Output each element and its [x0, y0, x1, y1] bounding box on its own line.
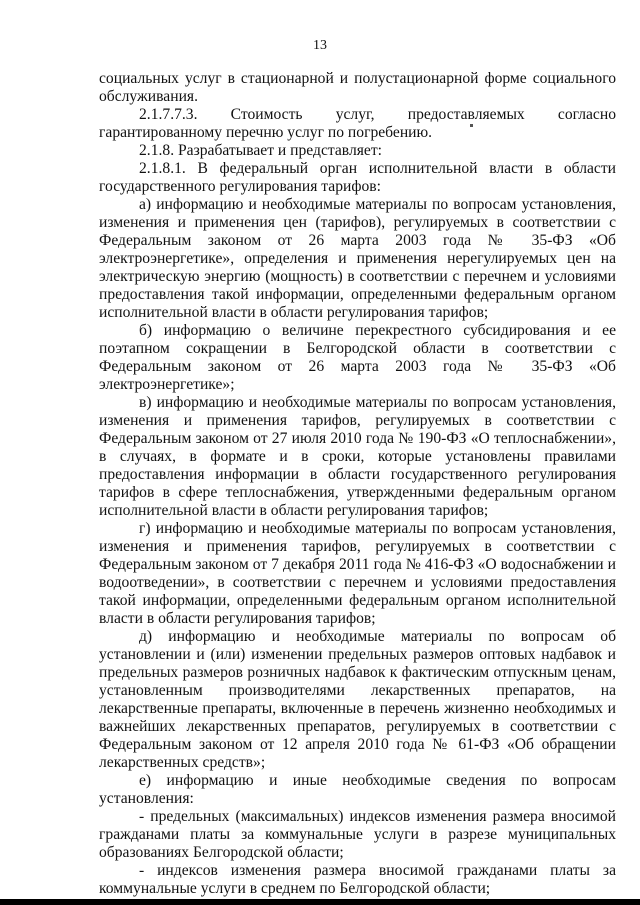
paragraph-2-1-8: 2.1.8. Разрабатывает и представляет:	[139, 142, 382, 159]
paragraph-item-e: е) информацию и иные необходимые сведения по вопросам установления:	[99, 772, 616, 807]
paragraph-dash-1: - предельных (максимальных) индексов изменения размера вносимой гражданами платы за коммунальные услуги в разрезе муниципальных образованиях Белгородской области;	[99, 808, 616, 861]
document-body	[99, 70, 616, 898]
scan-artifact	[470, 124, 473, 127]
paragraph-dash-2: - индексов изменения размера вносимой гражданами платы за коммунальные услуги в среднем по Белгородской области;	[99, 862, 616, 897]
page-number: 13	[313, 38, 327, 53]
paragraph-item-d: д) информацию и необходимые материалы по вопросам об установлении и (или) изменении предельных размеров оптовых надбавок и предельных размеров розничных надбавок к фактическим отпускным ценам, установленным производителями лекарственных препаратов, на лекарственные препараты, включенные в перечень жизненно необходимых и важнейших лекарственных препаратов, регулируемых в соответствии с Федеральным законом от 12 апреля 2010 года № 61-ФЗ «Об обращении лекарственных средств»;	[99, 628, 616, 771]
paragraph-continuation: социальных услуг в стационарной и полустационарной форме социального обслуживания.	[99, 70, 616, 105]
paragraph-item-b: б) информацию о величине перекрестного субсидирования и ее поэтапном сокращении в Белгородской области в соответствии с Федеральным законом от 26 марта 2003 года № 35-ФЗ «Об электроэнергетике»;	[99, 322, 616, 393]
paragraph-item-g: г) информацию и необходимые материалы по вопросам установления, изменения и применения тарифов, регулируемых в соответствии с Федеральным законом от 7 декабря 2011 года № 416-ФЗ «О водоснабжении и водоотведении», в соответствии с перечнем и условиями предоставления такой информации, определенными федеральным органом исполнительной власти в области регулирования тарифов;	[99, 520, 616, 627]
paragraph-item-v: в) информацию и необходимые материалы по вопросам установления, изменения и применения тарифов, регулируемых в соответствии с Федеральным законом от 27 июля 2010 года № 190-ФЗ «О теплоснабжении», в случаях, в формате и в сроки, которые установлены правилами предоставления информации в области государственного регулирования тарифов в сфере теплоснабжения, утвержденными федеральным органом исполнительной власти в области регулирования тарифов;	[99, 394, 616, 519]
scan-bottom-edge	[0, 899, 640, 905]
paragraph-item-a: а) информацию и необходимые материалы по вопросам установления, изменения и применения цен (тарифов), регулируемых в соответствии с Федеральным законом от 26 марта 2003 года № 35-ФЗ «Об электроэнергетике», определения и применения нерегулируемых цен на электрическую энергию (мощность) в соответствии с перечнем и условиями предоставления такой информации, определенными федеральным органом исполнительной власти в области регулирования тарифов;	[99, 196, 616, 321]
paragraph-2-1-8-1: 2.1.8.1. В федеральный орган исполнительной власти в области государственного регулирования тарифов:	[99, 160, 616, 195]
paragraph-2-1-7-7-3: 2.1.7.7.3. Стоимость услуг, предоставляемых согласно гарантированному перечню услуг по погребению.	[99, 106, 616, 141]
